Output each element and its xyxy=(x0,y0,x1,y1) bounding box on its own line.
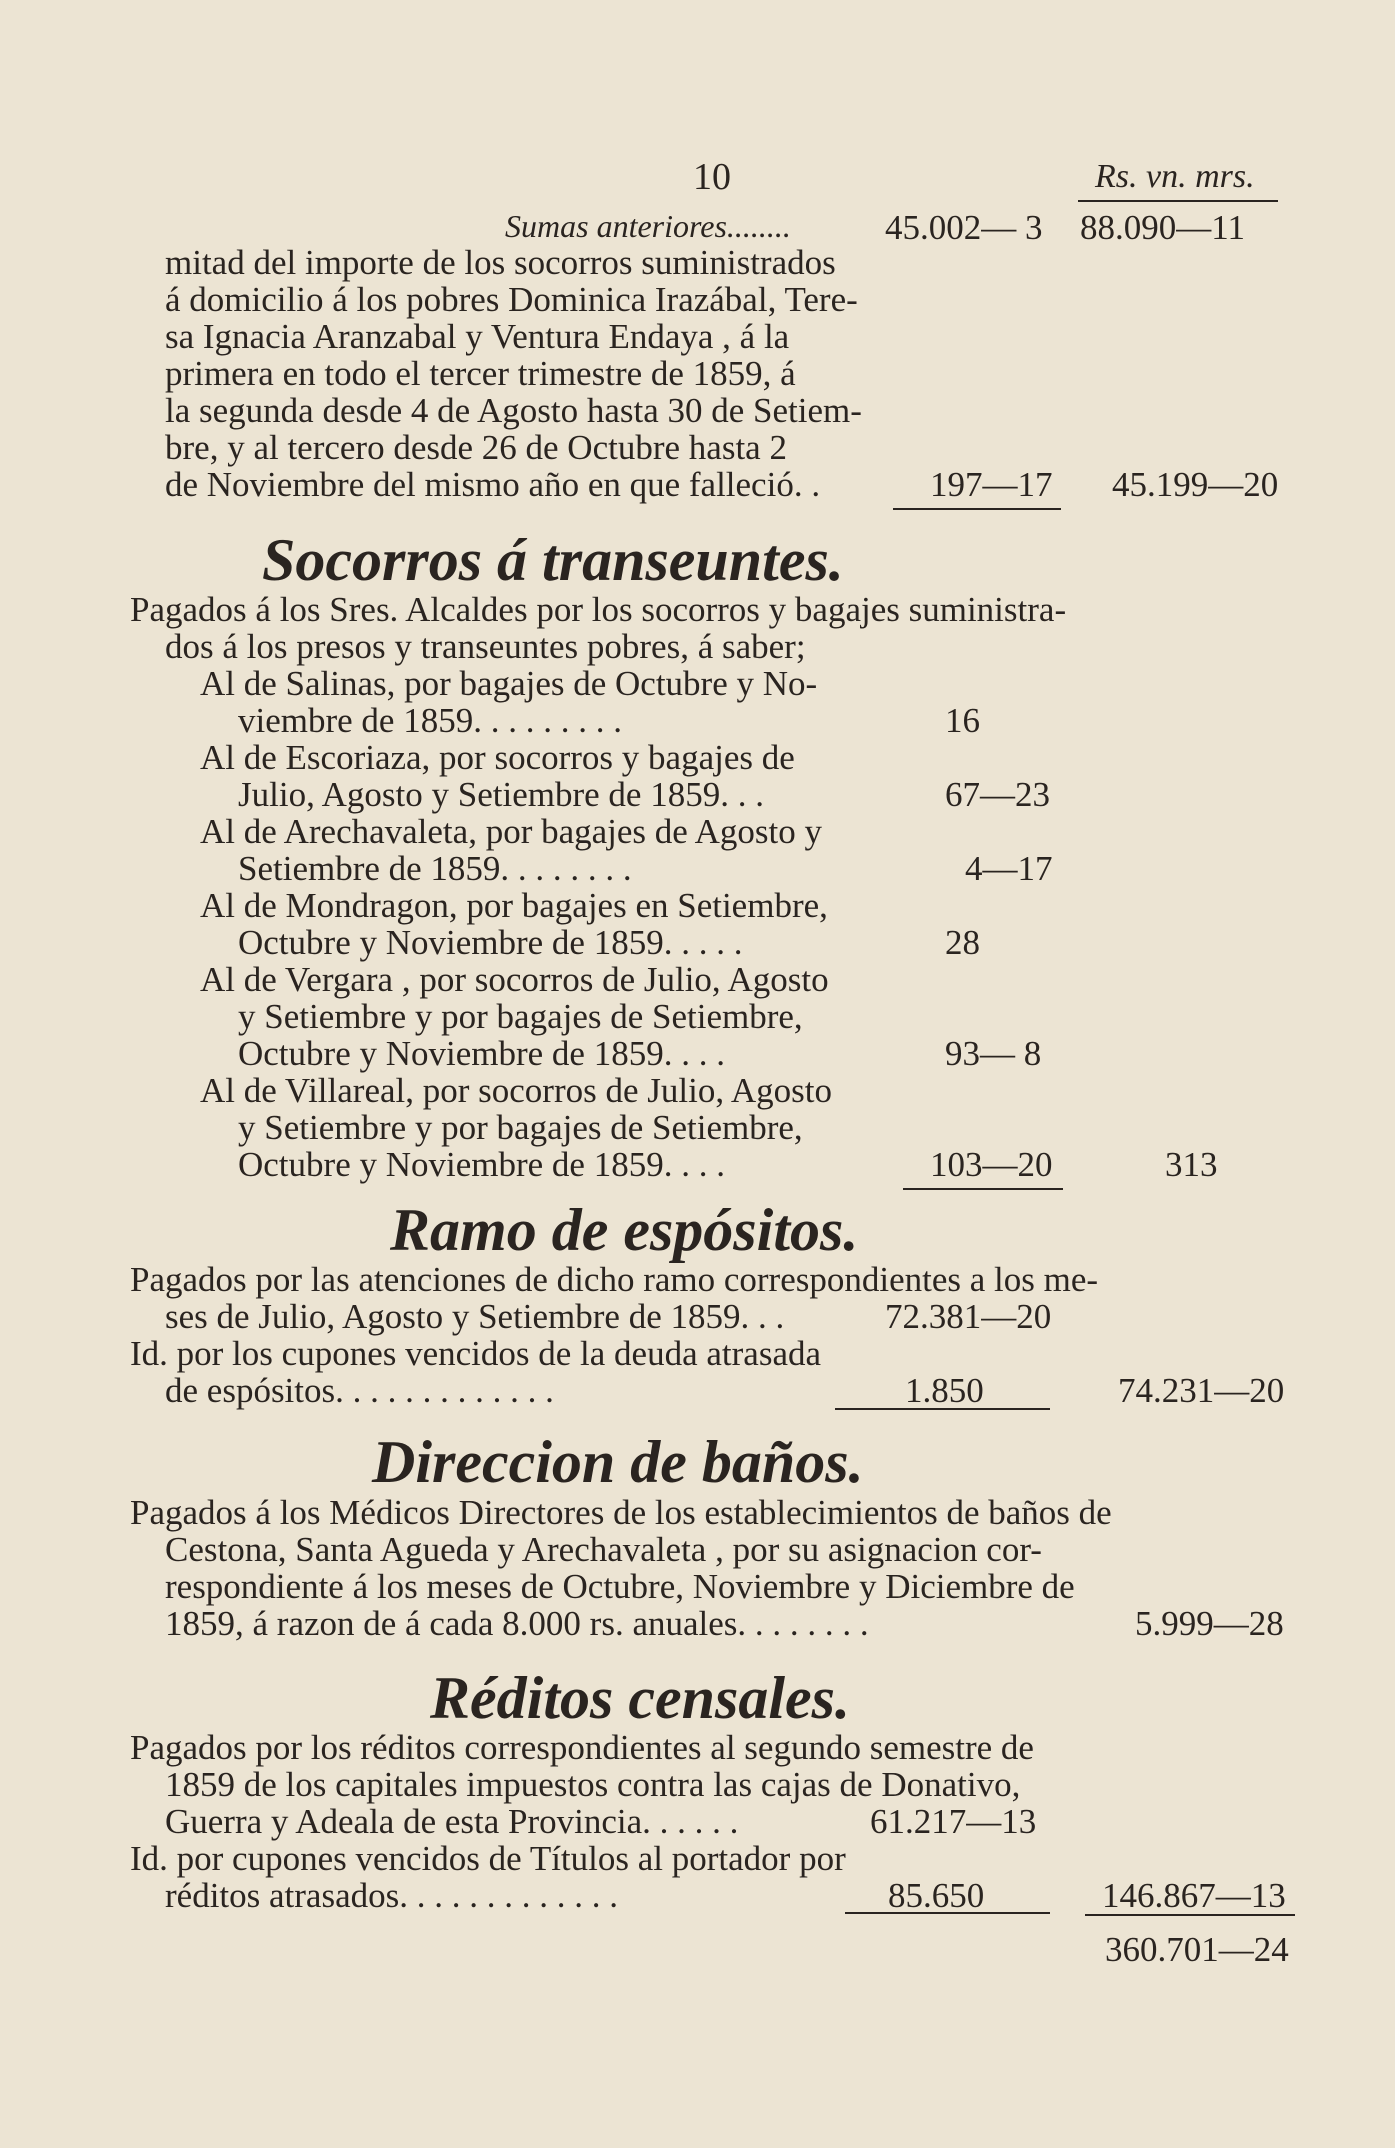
item-line: Julio, Agosto y Setiembre de 1859. . . xyxy=(238,775,764,814)
intro-line: sa Ignacia Aranzabal y Ventura Endaya , á la xyxy=(165,317,790,356)
intro-rule xyxy=(893,508,1061,510)
currency-heading: Rs. vn. mrs. xyxy=(1095,158,1255,195)
grand-total-rule xyxy=(1085,1914,1295,1916)
sumas-label: Sumas anteriores........ xyxy=(505,208,791,244)
item-line: Octubre y Noviembre de 1859. . . . . xyxy=(238,923,743,962)
item-amount: 16 xyxy=(945,701,980,740)
transeuntes-intro-line: dos á los presos y transeuntes pobres, á saber; xyxy=(165,627,806,666)
item-line: Octubre y Noviembre de 1859. . . . xyxy=(238,1034,725,1073)
espositos-amount: 72.381—20 xyxy=(885,1297,1052,1336)
item-line: Setiembre de 1859. . . . . . . . xyxy=(238,849,632,888)
sumas-col1: 45.002— 3 xyxy=(885,208,1043,247)
reditos-amount: 61.217—13 xyxy=(870,1802,1037,1841)
intro-line: bre, y al tercero desde 26 de Octubre hasta 2 xyxy=(165,428,787,467)
transeuntes-intro-line: Pagados á los Sres. Alcaldes por los socorros y bagajes suministra- xyxy=(130,590,1067,629)
reditos-total: 146.867—13 xyxy=(1102,1876,1286,1915)
transeuntes-total: 313 xyxy=(1165,1145,1218,1184)
item-line: y Setiembre y por bagajes de Setiembre, xyxy=(238,1108,803,1147)
intro-line: mitad del importe de los socorros suministrados xyxy=(165,243,836,282)
item-line: Octubre y Noviembre de 1859. . . . xyxy=(238,1145,725,1184)
banos-line: 1859, á razon de á cada 8.000 rs. anuales. . . . . . . . xyxy=(165,1604,869,1643)
reditos-line: 1859 de los capitales impuestos contra las cajas de Donativo, xyxy=(165,1765,1021,1804)
intro-line: de Noviembre del mismo año en que falleció. . xyxy=(165,465,821,504)
item-line: Al de Mondragon, por bagajes en Setiembre, xyxy=(200,886,828,925)
item-line: Al de Villareal, por socorros de Julio, Agosto xyxy=(200,1071,833,1110)
item-line: y Setiembre y por bagajes de Setiembre, xyxy=(238,997,803,1036)
espositos-line: Id. por los cupones vencidos de la deuda atrasada xyxy=(130,1334,822,1373)
item-amount: 93— 8 xyxy=(945,1034,1042,1073)
item-amount: 67—23 xyxy=(945,775,1050,814)
intro-line: la segunda desde 4 de Agosto hasta 30 de Setiem- xyxy=(165,391,862,430)
page-number: 10 xyxy=(693,156,731,198)
reditos-rule xyxy=(845,1912,1050,1914)
item-amount: 28 xyxy=(945,923,980,962)
section-title-banos: Direccion de baños. xyxy=(372,1429,864,1495)
banos-line: Cestona, Santa Agueda y Arechavaleta , por su asignacion cor- xyxy=(165,1530,1042,1569)
intro-amount: 197—17 xyxy=(930,465,1053,504)
section-title-transeuntes: Socorros á transeuntes. xyxy=(262,527,844,593)
item-line: Al de Vergara , por socorros de Julio, Agosto xyxy=(200,960,829,999)
grand-total: 360.701—24 xyxy=(1105,1930,1289,1969)
section-title-espositos: Ramo de espósitos. xyxy=(390,1197,859,1263)
espositos-total: 74.231—20 xyxy=(1118,1371,1285,1410)
banos-line: respondiente á los meses de Octubre, Noviembre y Diciembre de xyxy=(165,1567,1075,1606)
section-title-reditos: Réditos censales. xyxy=(430,1665,850,1731)
item-line: Al de Escoriaza, por socorros y bagajes de xyxy=(200,738,795,777)
sumas-col2: 88.090—11 xyxy=(1080,208,1245,247)
item-amount: 4—17 xyxy=(965,849,1053,888)
reditos-line: Pagados por los réditos correspondientes al segundo semestre de xyxy=(130,1728,1034,1767)
reditos-line: réditos atrasados. . . . . . . . . . . . . xyxy=(165,1876,618,1915)
espositos-rule xyxy=(835,1408,1050,1410)
espositos-line: de espósitos. . . . . . . . . . . . . xyxy=(165,1371,554,1410)
header-rule xyxy=(1078,200,1278,202)
item-line: Al de Salinas, por bagajes de Octubre y No- xyxy=(200,664,818,703)
banos-line: Pagados á los Médicos Directores de los establecimientos de baños de xyxy=(130,1493,1112,1532)
espositos-line: ses de Julio, Agosto y Setiembre de 1859. . . xyxy=(165,1297,785,1336)
reditos-line: Id. por cupones vencidos de Títulos al portador por xyxy=(130,1839,846,1878)
item-line: Al de Arechavaleta, por bagajes de Agosto y xyxy=(200,812,823,851)
item-line: viembre de 1859. . . . . . . . . xyxy=(238,701,622,740)
intro-line: primera en todo el tercer trimestre de 1859, á xyxy=(165,354,796,393)
reditos-line: Guerra y Adeala de esta Provincia. . . . . . xyxy=(165,1802,739,1841)
banos-total: 5.999—28 xyxy=(1135,1604,1284,1643)
espositos-amount: 1.850 xyxy=(905,1371,984,1410)
intro-total: 45.199—20 xyxy=(1112,465,1279,504)
intro-line: á domicilio á los pobres Dominica Irazábal, Tere- xyxy=(165,280,858,319)
espositos-line: Pagados por las atenciones de dicho ramo correspondientes a los me- xyxy=(130,1260,1099,1299)
item-amount: 103—20 xyxy=(930,1145,1053,1184)
transeuntes-rule xyxy=(903,1188,1063,1190)
reditos-amount: 85.650 xyxy=(888,1876,985,1915)
